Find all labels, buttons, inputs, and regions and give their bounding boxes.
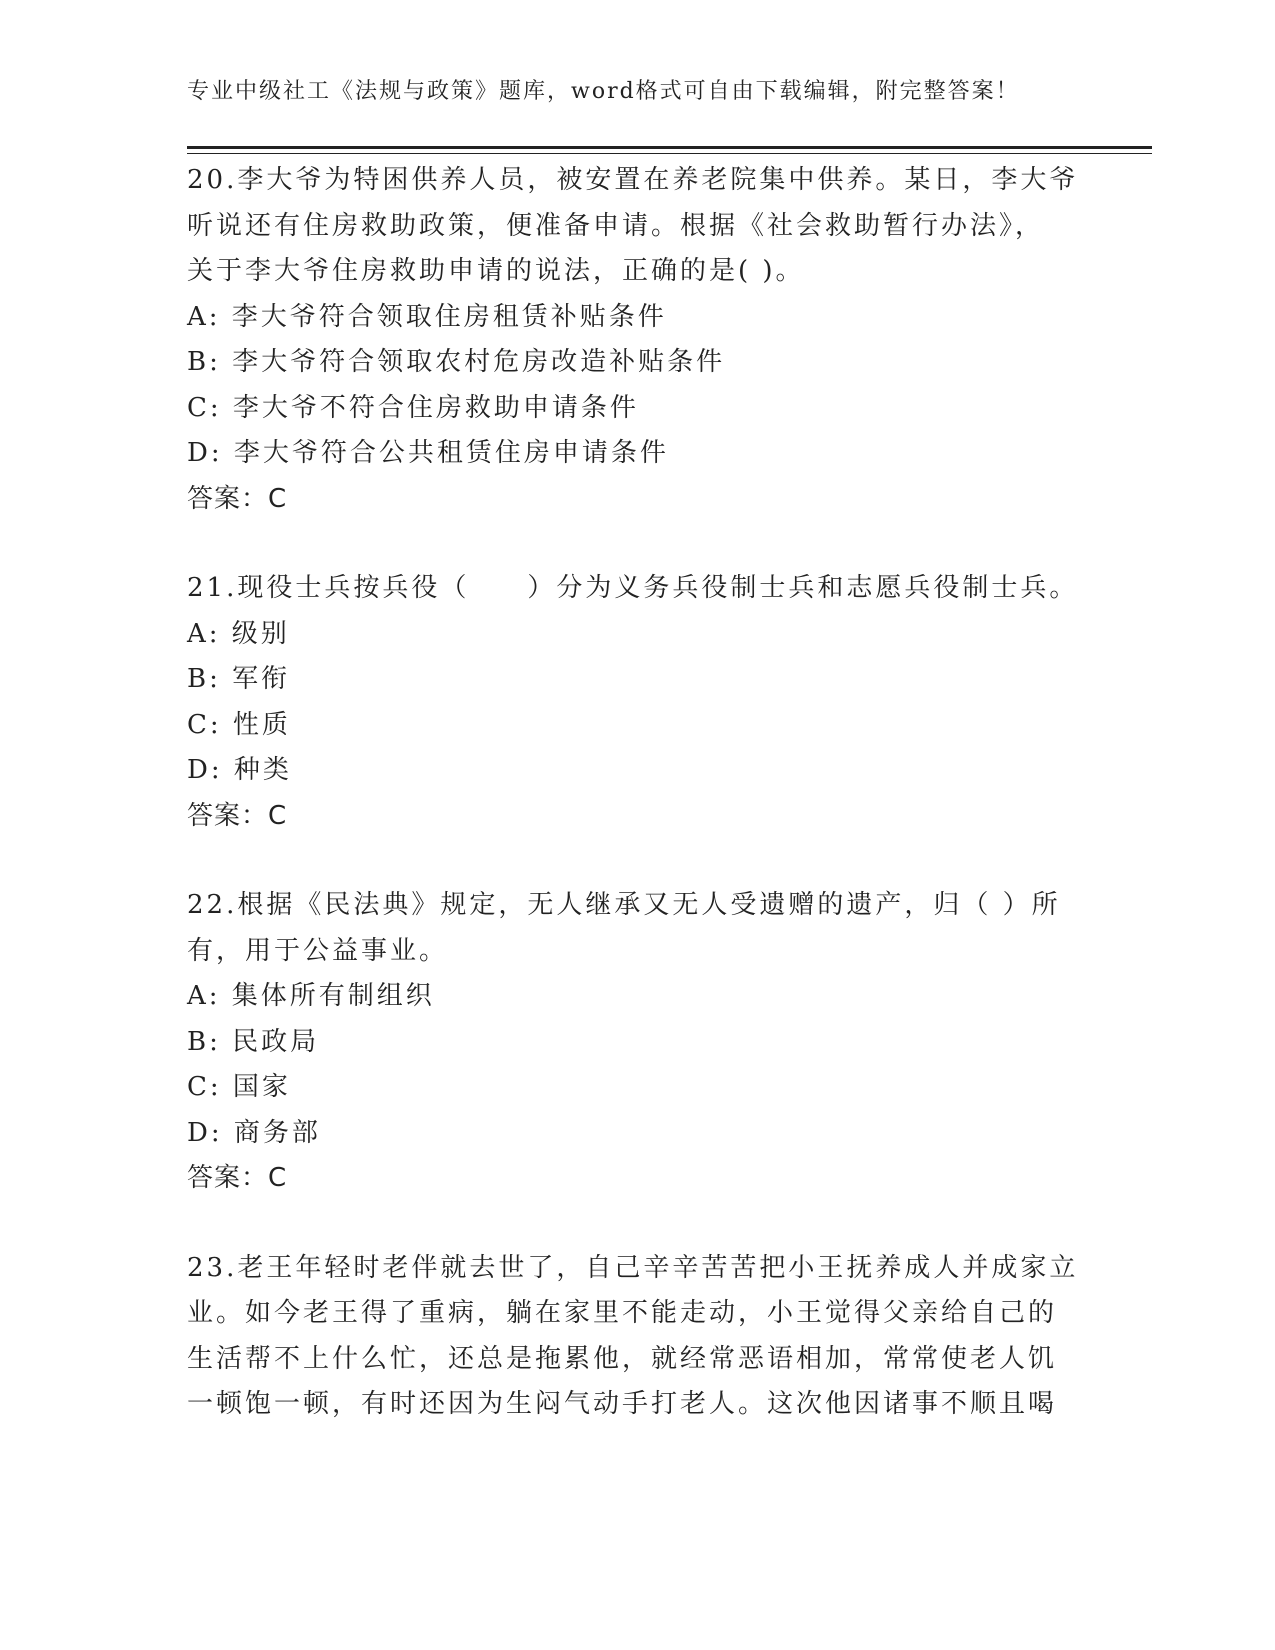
option-a: A: 李大爷符合领取住房租赁补贴条件	[187, 301, 667, 332]
option-b: B: 民政局	[187, 1026, 320, 1057]
option-a: A: 级别	[187, 618, 290, 649]
answer-line: 答案：C	[187, 800, 288, 831]
question-stem-line: 业。如今老王得了重病，躺在家里不能走动，小王觉得父亲给自己的	[187, 1298, 1058, 1328]
question-stem-line: 关于李大爷住房救助申请的说法，正确的是( )。	[187, 256, 805, 286]
option-c: C: 李大爷不符合住房救助申请条件	[187, 392, 639, 423]
document-header: 专业中级社工《法规与政策》题库，word格式可自由下载编辑，附完整答案！	[187, 79, 1020, 104]
question-spacer	[187, 522, 1087, 566]
answer-line: 答案：C	[187, 1163, 288, 1193]
option-d: D: 种类	[187, 755, 292, 785]
question-23	[187, 1246, 1087, 1428]
question-stem-line: 23.老王年轻时老伴就去世了，自己辛辛苦苦把小王抚养成人并成家立	[187, 1252, 1079, 1283]
question-stem-line: 一顿饱一顿，有时还因为生闷气动手打老人。这次他因诸事不顺且喝	[187, 1389, 1058, 1419]
option-d: D: 商务部	[187, 1117, 321, 1148]
header-rule-thin	[187, 153, 1152, 154]
option-b: B: 军衔	[187, 664, 291, 694]
option-b: B: 李大爷符合领取农村危房改造补贴条件	[187, 347, 726, 377]
header-rule-thick	[187, 146, 1152, 149]
question-stem-line: 生活帮不上什么忙，还总是拖累他，就经常恶语相加，常常使老人饥	[187, 1343, 1058, 1374]
question-stem-line: 21.现役士兵按兵役（ ）分为义务兵役制士兵和志愿兵役制士兵。	[187, 573, 1079, 603]
question-stem-line: 听说还有住房救助政策，便准备申请。根据《社会救助暂行办法》，	[187, 210, 1045, 241]
question-spacer	[187, 1202, 1087, 1246]
question-list	[187, 158, 1087, 1428]
question-stem-line: 22.根据《民法典》规定，无人继承又无人受遗赠的遗产，归（ ）所	[187, 890, 1061, 920]
option-d: D: 李大爷符合公共租赁住房申请条件	[187, 438, 669, 468]
question-stem-line: 有，用于公益事业。	[187, 935, 449, 966]
option-a: A: 集体所有制组织	[187, 981, 435, 1011]
option-c: C: 性质	[187, 709, 291, 740]
question-spacer	[187, 839, 1087, 883]
question-21	[187, 566, 1087, 839]
answer-line: 答案：C	[187, 483, 288, 514]
question-stem-line: 20.李大爷为特困供养人员，被安置在养老院集中供养。某日，李大爷	[187, 165, 1079, 195]
question-22	[187, 883, 1087, 1202]
question-20	[187, 158, 1087, 522]
option-c: C: 国家	[187, 1072, 291, 1102]
